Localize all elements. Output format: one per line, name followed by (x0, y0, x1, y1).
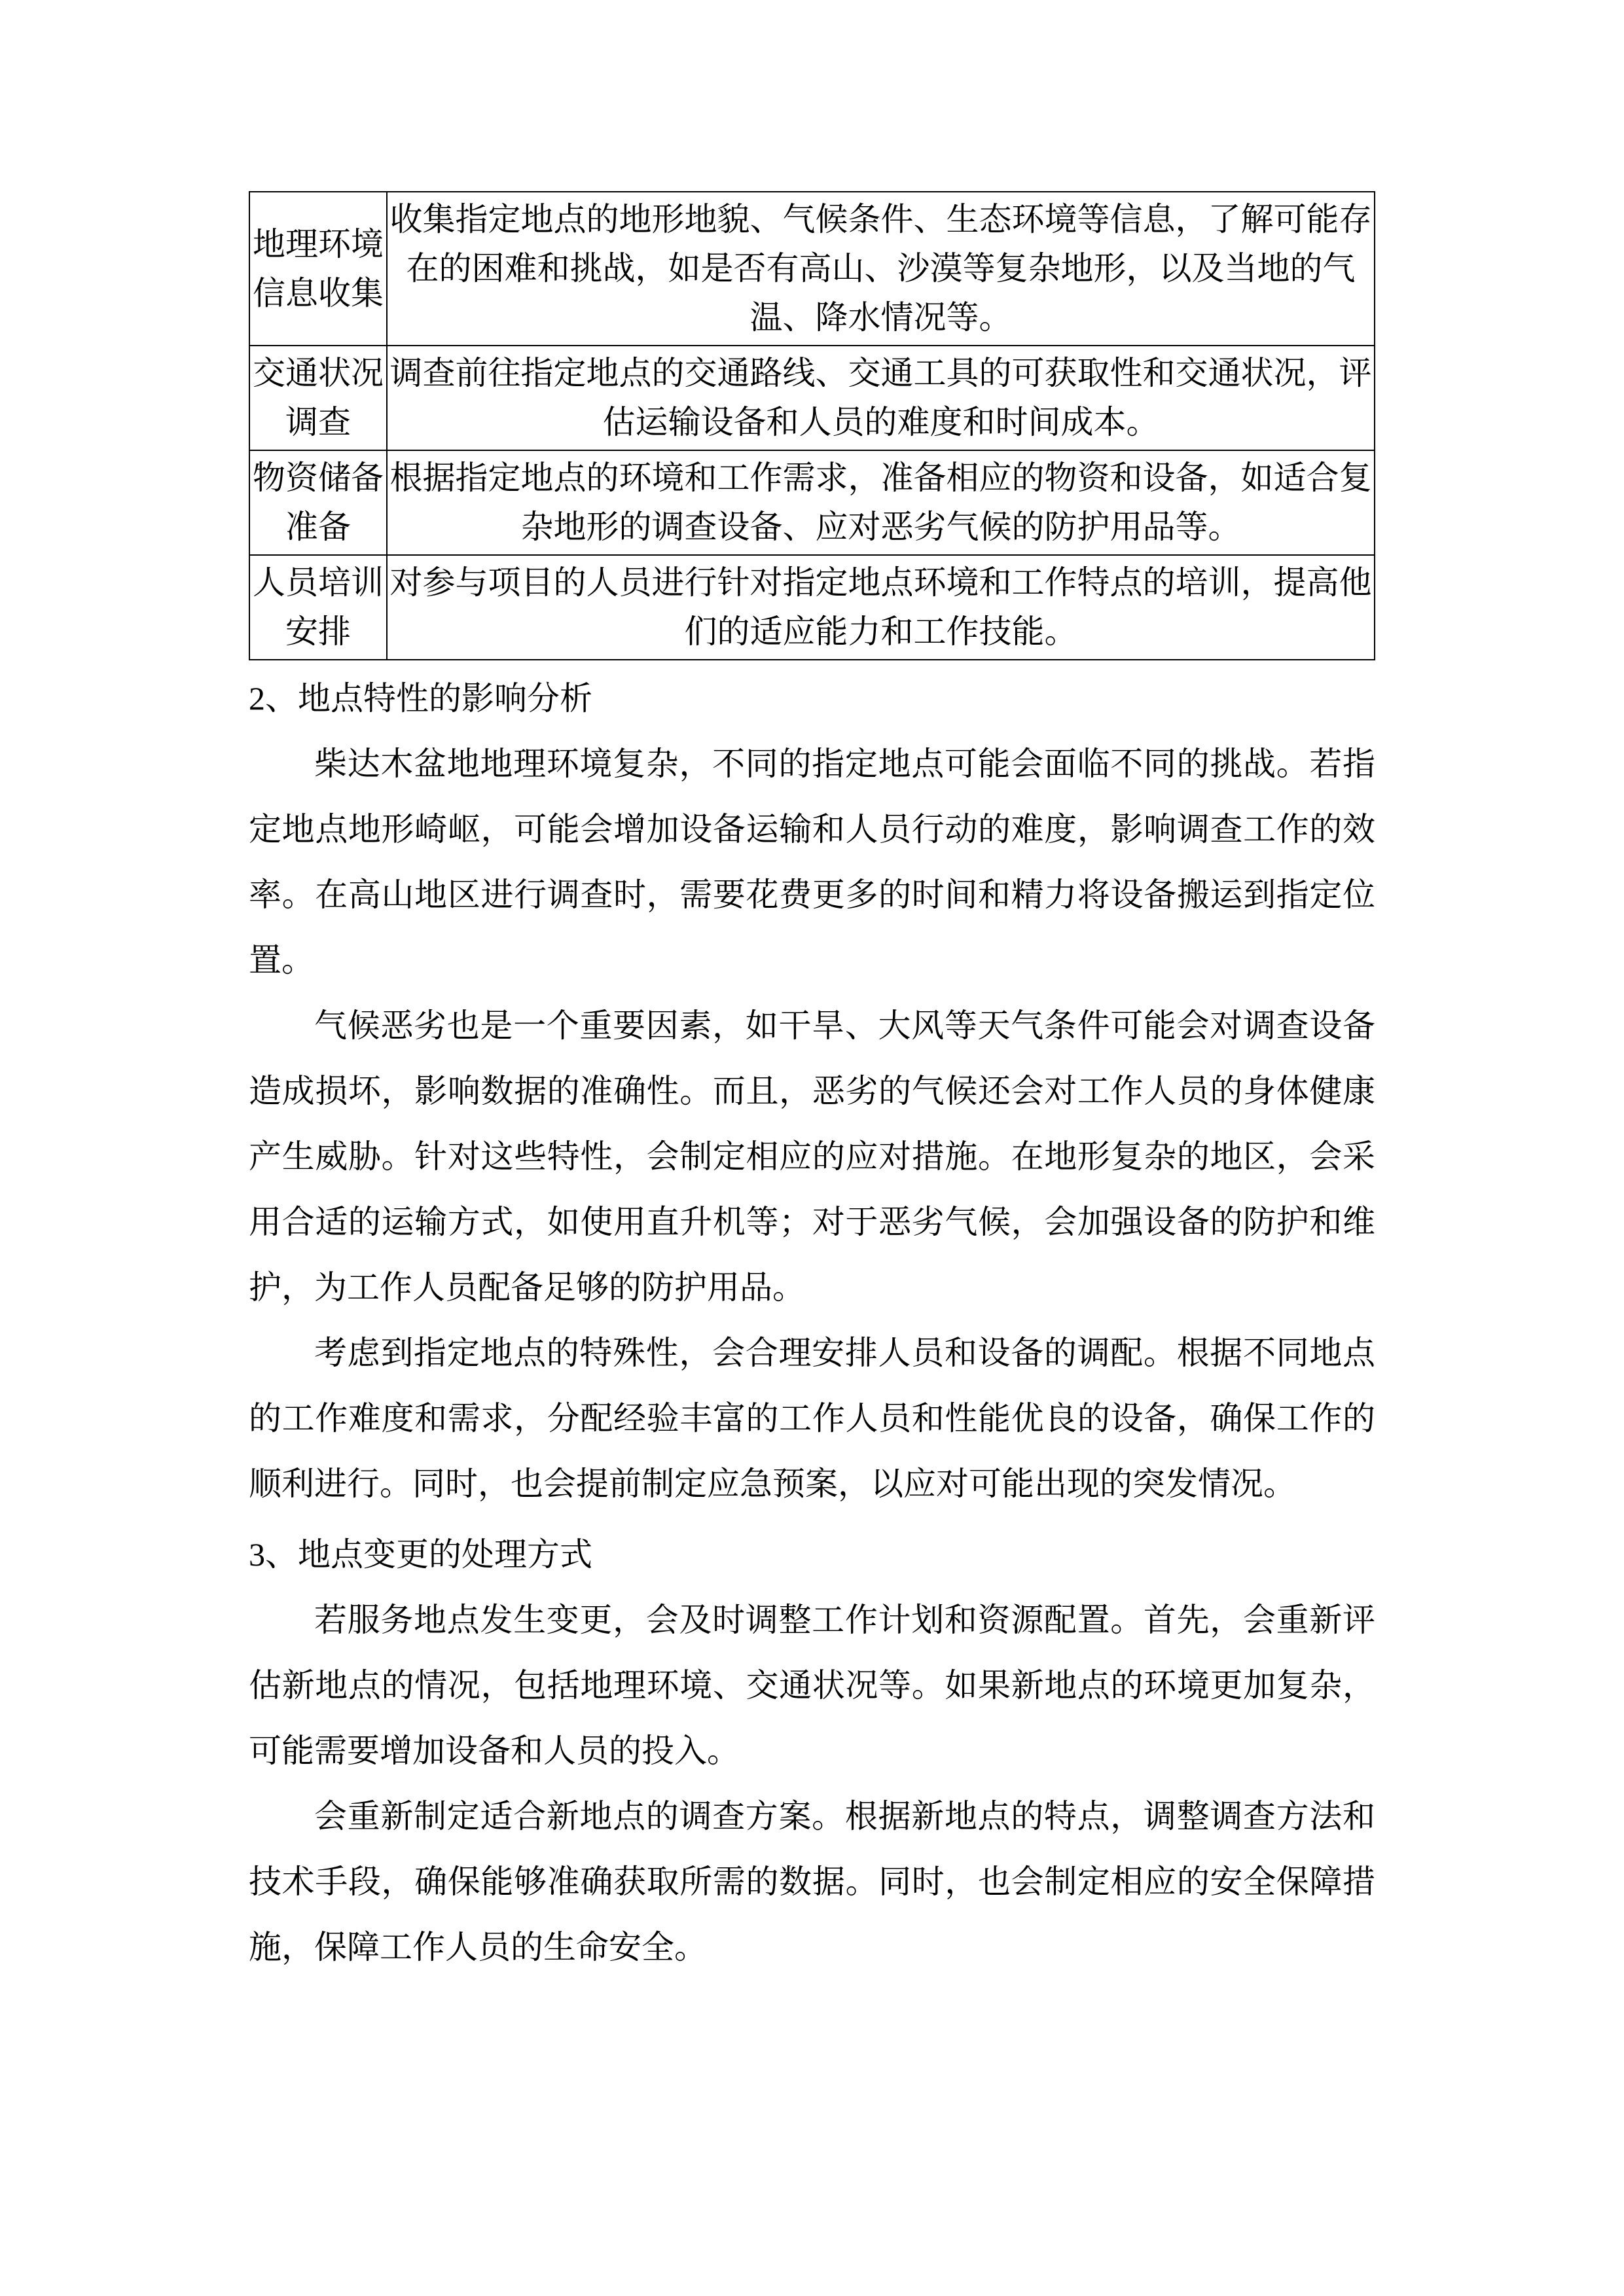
row-label-geographic-info: 地理环境信息收集 (249, 192, 387, 346)
section-location-impact (249, 666, 1375, 1516)
row-label-personnel-training: 人员培训安排 (249, 555, 387, 660)
location-preparation-table (249, 191, 1375, 660)
table-row (249, 192, 1375, 346)
table-row (249, 555, 1375, 660)
row-description: 对参与项目的人员进行针对指定地点环境和工作特点的培训，提高他们的适应能力和工作技能。 (387, 555, 1375, 660)
row-label-traffic-survey: 交通状况调查 (249, 346, 387, 450)
table-row (249, 450, 1375, 555)
body-paragraph: 若服务地点发生变更，会及时调整工作计划和资源配置。首先，会重新评估新地点的情况，包括地理环境、交通状况等。如果新地点的环境更加复杂，可能需要增加设备和人员的投入。 (249, 1602, 1375, 1769)
body-paragraph: 考虑到指定地点的特殊性，会合理安排人员和设备的调配。根据不同地点的工作难度和需求，分配经验丰富的工作人员和性能优良的设备，确保工作的顺利进行。同时，也会提前制定应急预案，以应对可能出现的突发情况。 (249, 1335, 1375, 1502)
table-row (249, 346, 1375, 450)
row-description: 调查前往指定地点的交通路线、交通工具的可获取性和交通状况，评估运输设备和人员的难度和时间成本。 (387, 346, 1375, 450)
row-description: 收集指定地点的地形地貌、气候条件、生态环境等信息，了解可能存在的困难和挑战，如是否有高山、沙漠等复杂地形，以及当地的气温、降水情况等。 (387, 192, 1375, 346)
row-description: 根据指定地点的环境和工作需求，准备相应的物资和设备，如适合复杂地形的调查设备、应对恶劣气候的防护用品等。 (387, 450, 1375, 555)
body-paragraph: 会重新制定适合新地点的调查方案。根据新地点的特点，调整调查方法和技术手段，确保能够准确获取所需的数据。同时，也会制定相应的安全保障措施，保障工作人员的生命安全。 (249, 1798, 1375, 1965)
body-paragraph: 柴达木盆地地理环境复杂，不同的指定地点可能会面临不同的挑战。若指定地点地形崎岖，可能会增加设备运输和人员行动的难度，影响调查工作的效率。在高山地区进行调查时，需要花费更多的时间和精力将设备搬运到指定位置。 (249, 745, 1375, 978)
section-heading: 2、地点特性的影响分析 (249, 680, 592, 717)
section-heading: 3、地点变更的处理方式 (249, 1536, 592, 1573)
body-paragraph: 气候恶劣也是一个重要因素，如干旱、大风等天气条件可能会对调查设备造成损坏，影响数据的准确性。而且，恶劣的气候还会对工作人员的身体健康产生威胁。针对这些特性，会制定相应的应对措施。在地形复杂的地区，会采用合适的运输方式，如使用直升机等；对于恶劣气候，会加强设备的防护和维护，为工作人员配备足够的防护用品。 (249, 1007, 1375, 1306)
section-location-change (249, 1522, 1375, 1980)
row-label-material-reserve: 物资储备准备 (249, 450, 387, 555)
